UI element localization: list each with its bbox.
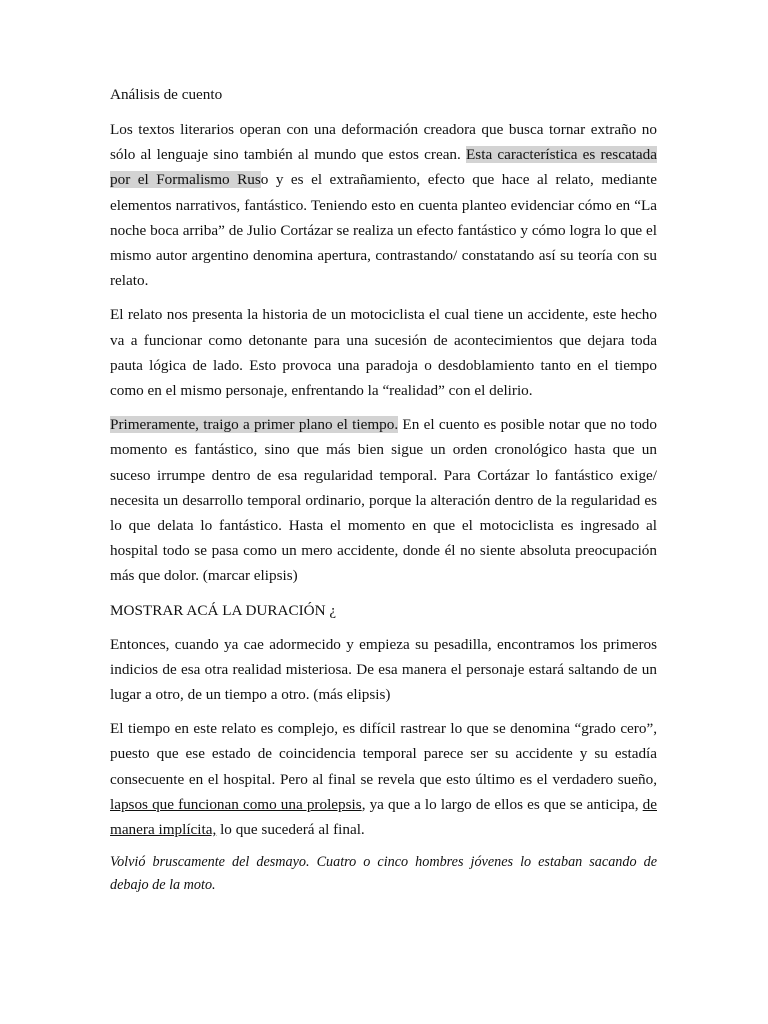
text-run: Entonces, cuando ya cae adormecido y empieza su pesadilla, encontramos los primeros indicios de esa otra realidad misteriosa. De esa manera el personaje estará saltando de un lugar a otro, de un tiempo a otro. (más elipsis)	[110, 635, 657, 704]
highlighted-text: Esta característica es rescatada por el Formalismo Rus	[110, 146, 657, 189]
text-run: Los textos literarios operan con una deformación creadora que busca tornar extraño no sólo al lenguaje sino también al mundo que estos crean.	[110, 121, 657, 164]
document-title: Análisis de cuento	[110, 86, 223, 103]
section-heading: MOSTRAR ACÁ LA DURACIÓN ¿	[110, 601, 337, 619]
paragraph	[110, 412, 657, 588]
text-run: En el cuento es posible notar que no todo momento es fantástico, sino que más bien sigue un orden cronológico hasta que un suceso irrumpe dentro de esa regularidad temporal. Para Cortázar lo fantástico exige/ necesita un desarrollo temporal ordinario, porque la alteración dentro de la regularidad es lo que delata lo fantástico. Hasta el momento en que el motociclista es ingresado al hospital todo se pasa como un mero accidente, donde él no siente absoluta preocupación más que dolor. (marcar elipsis)	[110, 416, 657, 585]
paragraph	[110, 302, 657, 403]
highlighted-text: Primeramente, traigo a primer plano el tiempo.	[110, 416, 399, 434]
quoted-excerpt: Volvió bruscamente del desmayo. Cuatro o cinco hombres jóvenes lo estaban sacando de debajo de la moto.	[110, 854, 657, 893]
text-run: lo que sucederá al final.	[216, 821, 365, 839]
text-run: El relato nos presenta la historia de un motociclista el cual tiene un accidente, este hecho va a funcionar como detonante para una sucesión de acontecimientos que dejara toda pauta lógica de lado. Esto provoca una paradoja o desdoblamiento tanto en el tiempo como en el mismo personaje, enfrentando la “realidad” con el delirio.	[110, 306, 657, 400]
paragraph	[110, 716, 657, 842]
paragraph	[110, 632, 657, 708]
paragraph	[110, 117, 657, 293]
document-page	[110, 84, 657, 896]
text-run: , ya que a lo largo de ellos es que se anticipa,	[361, 795, 643, 813]
underlined-text: de manera implícita,	[110, 795, 657, 839]
text-run: El tiempo en este relato es complejo, es difícil rastrear lo que se denomina “grado cero”, puesto que ese estado de coincidencia temporal parece ser su accidente y su estadía consecuente en el hospital. Pero al final se revela que esto último es el verdadero sueño,	[110, 720, 657, 788]
text-run: o y es el extrañamiento, efecto que hace al relato, mediante elementos narrativos, fantástico. Teniendo esto en cuenta planteo evidenciar cómo en “La noche boca arriba” de Julio Cortázar se realiza un efecto fantástico y cómo logra lo que el mismo autor argentino denomina apertura, contrastando/ constatando así su teoría con su relato.	[110, 171, 658, 290]
underlined-text: lapsos que funcionan como una prolepsis	[110, 795, 362, 813]
